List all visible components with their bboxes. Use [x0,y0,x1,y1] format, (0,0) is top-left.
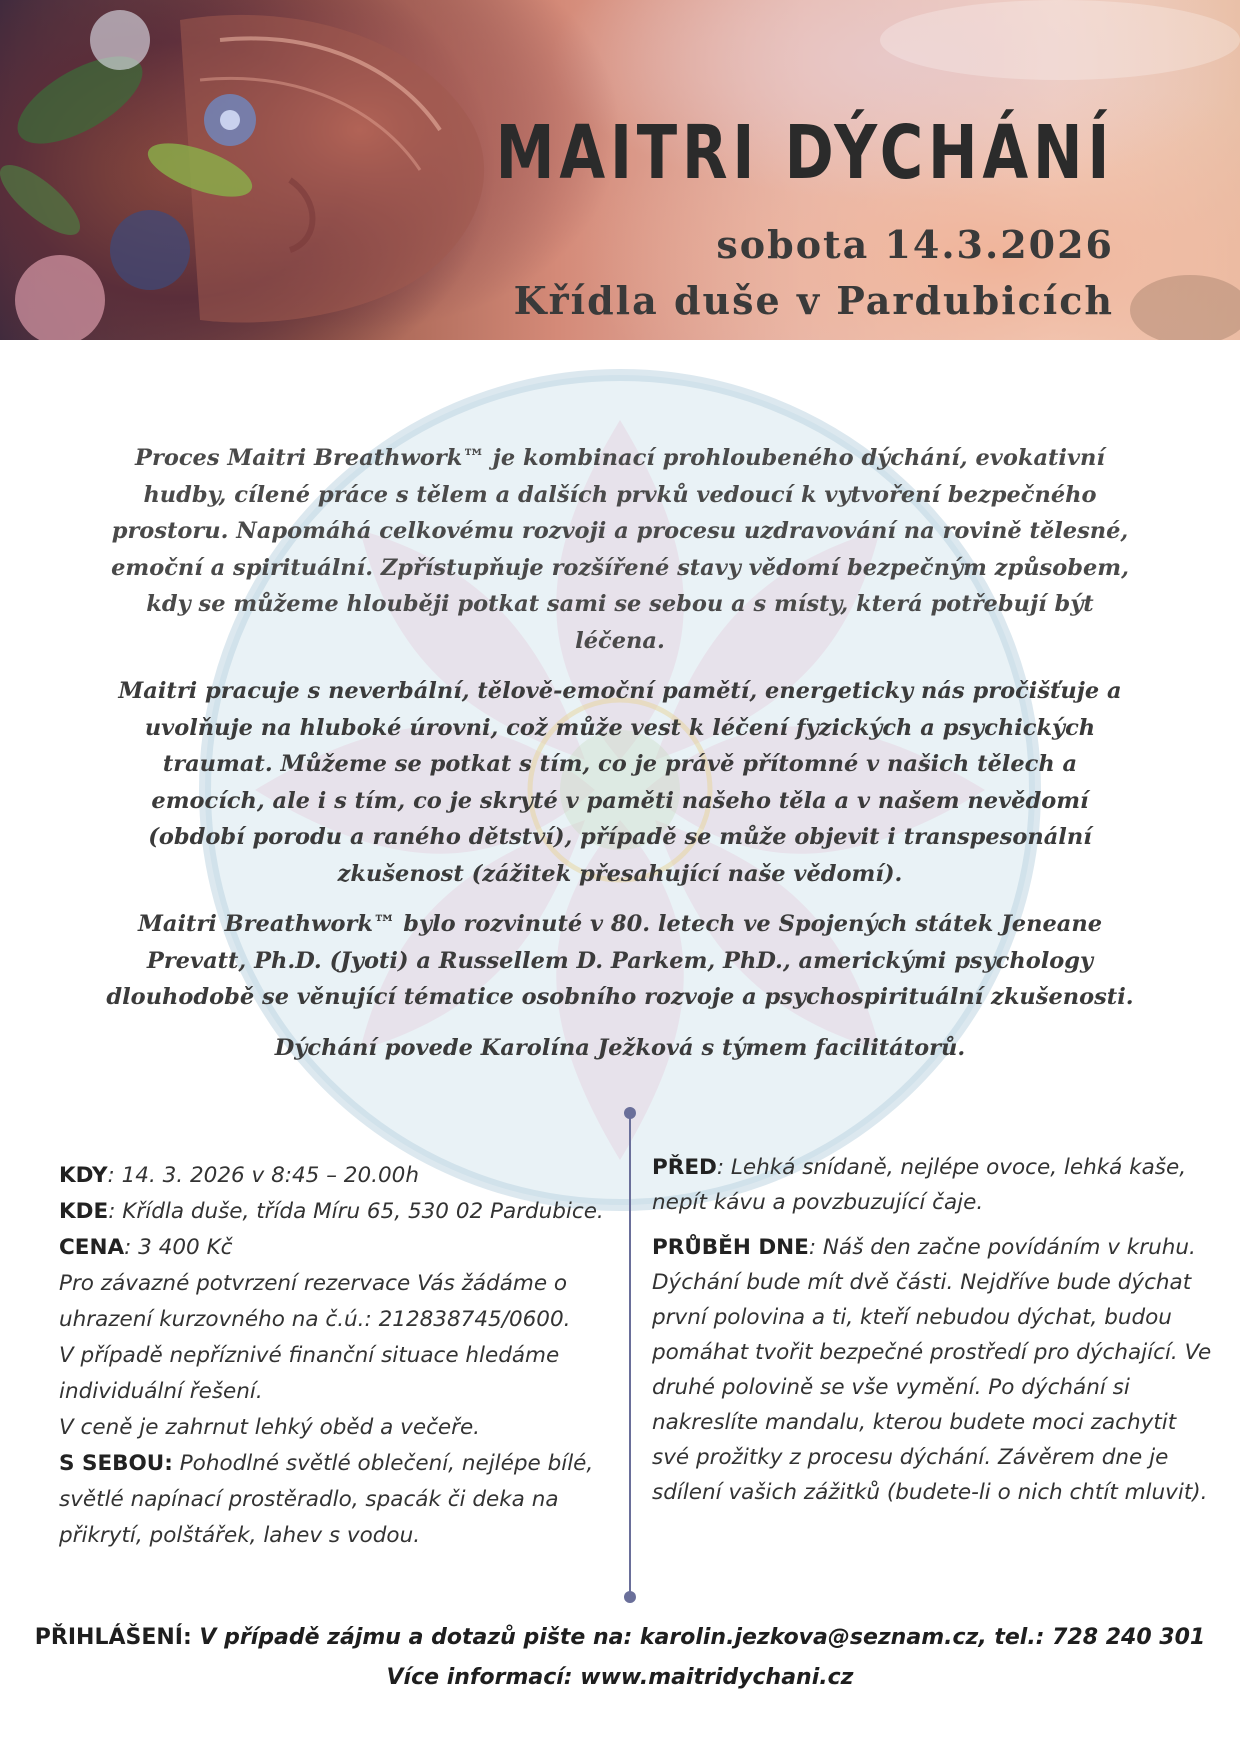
day-details [652,1150,1212,1520]
before-value: : Lehká snídaně, nejlépe ovoce, lehká kaše, nepít kávu a povzbuzující čaje. [652,1155,1187,1215]
before-line [652,1150,1212,1220]
intro-paragraph-3: Maitri Breathwork™ bylo rozvinuté v 80. letech ve Spojených státek Jeneane Prevatt, Ph.D. (Jyoti) a Russellem D. Parkem, PhD., americkými psychology dlouhodobě se věnující tématice osobního rozvoje a psychospirituální zkušenosti. [106,911,1134,1010]
footer-contact [0,1618,1240,1698]
meals-info: V ceně je zahrnut lehký oběd a večeře. [59,1415,481,1440]
bring-value: Pohodlné světlé oblečení, nejlépe bílé, světlé napínací prostěradlo, spacák či deka na přikrytí, polštářek, lahev s vodou. [59,1451,594,1548]
when-label: KDY [59,1163,108,1188]
event-date: sobota 14.3.2026 [716,222,1114,267]
price-line [59,1230,629,1266]
more-info-label: Více informací: [386,1665,573,1690]
event-venue: Křídla duše v Pardubicích [513,278,1114,323]
where-value: : Křídla duše, třída Míru 65, 530 02 Pardubice. [108,1199,604,1224]
page-title: MAITRI DÝCHÁNÍ [495,110,1114,196]
when-line [59,1158,629,1194]
more-info-line [0,1658,1240,1698]
signup-text[interactable]: V případě zájmu a dotazů pište na: karolin.jezkova@seznam.cz, tel.: 728 240 301 [191,1625,1206,1650]
bring-line [59,1446,629,1554]
payment-info: Pro závazné potvrzení rezervace Vás žádáme o uhrazení kurzovného na č.ú.: 212838745/0600. [59,1271,571,1332]
before-label: PŘED [652,1155,717,1180]
signup-label: PŘIHLÁŠENÍ: [34,1625,192,1650]
schedule-label: PRŮBĚH DNE [652,1235,809,1260]
signup-line [0,1618,1240,1658]
price-label: CENA [59,1235,125,1260]
header-banner [0,0,1240,340]
bring-label: S SEBOU: [59,1451,173,1476]
intro-paragraph-2: Maitri pracuje s neverbální, tělově-emoční pamětí, energeticky nás pročišťuje a uvolňuje na hluboké úrovni, což může vest k léčení fyzických a psychických traumat. Můžeme se potkat s tím, co je právě přítomné v našich tělech a emocích, ale i s tím, co je skryté v paměti našeho těla a v našem nevědomí (období porodu a raného dětství), případě se může objevit i transpesonální zkušenost (zážitek přesahující naše vědomí). [118,678,1122,887]
when-value: : 14. 3. 2026 v 8:45 – 20.00h [107,1163,419,1188]
where-line [59,1194,629,1230]
price-value: : 3 400 Kč [124,1235,233,1260]
intro-text [105,440,1135,1080]
website-link[interactable]: www.maitridychani.cz [572,1665,854,1690]
hardship-info: V případě nepříznivé finanční situace hledáme individuální řešení. [59,1343,560,1404]
schedule-line [652,1230,1212,1510]
event-details [59,1158,629,1554]
where-label: KDE [59,1199,109,1224]
schedule-value: : Náš den začne povídáním v kruhu. Dýchání bude mít dvě části. Nejdříve bude dýchat první polovina a ti, kteří nebudou dýchat, budou pomáhat tvořit bezpečné prostředí pro dýchající. Ve druhé polovině se vše vymění. Po dýchání si nakreslíte mandalu, kterou budete moci zachytit své prožitky z procesu dýchání. Závěrem dne je sdílení vašich zážitků (budete-li o nich chtít mluvit). [652,1235,1212,1505]
intro-paragraph-1: Proces Maitri Breathwork™ je kombinací prohloubeného dýchání, evokativní hudby, cílené práce s tělem a dalších prvků vedoucí k vytvoření bezpečného prostoru. Napomáhá celkovému rozvoji a procesu uzdravování na rovině tělesné, emoční a spirituální. Zpřístupňuje rozšířené stavy vědomí bezpečným způsobem, kdy se můžeme hlouběji potkat sami se sebou a s místy, která potřebují být léčena. [111,445,1129,654]
intro-paragraph-4: Dýchání povede Karolína Ježková s týmem facilitátorů. [274,1034,966,1061]
